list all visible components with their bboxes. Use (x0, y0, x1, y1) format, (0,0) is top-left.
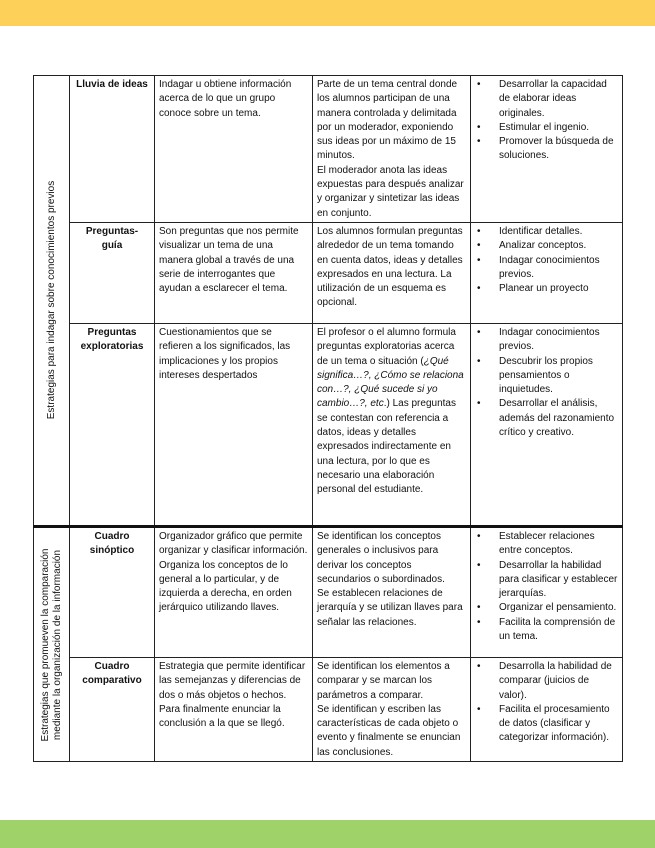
list-item: • Identificar detalles. (499, 225, 618, 239)
table-row (34, 526, 623, 657)
table-row (34, 323, 623, 526)
list-item: • Facilita el procesamiento de datos (clasificar y categorizar información). (499, 703, 618, 746)
strategy-characteristics: Los alumnos formulan preguntas alrededor de un tema tomando en cuenta datos, ideas y detalles expresados en una lectura. La utilización de un esquema es opcional. (313, 222, 471, 323)
strategy-name: Preguntas exploratorias (70, 323, 155, 526)
list-item: • Planear un proyecto (499, 282, 618, 296)
strategy-definition: Indagar u obtiene información acerca de lo que un grupo conoce sobre un tema. (155, 76, 313, 223)
group-label-cell (34, 526, 70, 761)
list-item: • Analizar conceptos. (499, 239, 618, 253)
table-row (34, 222, 623, 323)
strategy-definition: Organizador gráfico que permite organizar y clasificar información. Organiza los conceptos de lo general a lo particular, y de izquierda a derecha, en orden jerárquico utilizando llaves. (155, 526, 313, 657)
strategy-name: Lluvia de ideas (70, 76, 155, 223)
table-row (34, 76, 623, 223)
strategy-definition: Son preguntas que nos permite visualizar un tema de una manera global a través de una serie de interrogantes que ayudan a esclarecer el tema. (155, 222, 313, 323)
purpose-list (475, 530, 618, 644)
list-item: • Desarrolla la habilidad de comparar (juicios de valor). (499, 660, 618, 703)
list-item: • Estimular el ingenio. (499, 121, 618, 135)
list-item: • Organizar el pensamiento. (499, 601, 618, 615)
list-item: • Descubrir los propios pensamientos o inquietudes. (499, 355, 618, 398)
strategy-characteristics: Parte de un tema central donde los alumnos participan de una manera controlada y delimitada por un moderador, exponiendo sus ideas por un máximo de 15 minutos. El moderador anota las ideas expuestas para después analizar y organizar y sintetizar las ideas en conjunto. (313, 76, 471, 223)
top-color-band (0, 0, 655, 26)
strategy-purposes (471, 323, 623, 526)
strategy-characteristics: Se identifican los conceptos generales o inclusivos para derivar los conceptos secundarios o subordinados. Se establecen relaciones de jerarquía y se utilizan llaves para señalar las relaciones. (313, 526, 471, 657)
list-item: • Desarrollar la capacidad de elaborar ideas originales. (499, 78, 618, 121)
group-label-cell (34, 76, 70, 527)
list-item: • Establecer relaciones entre conceptos. (499, 530, 618, 559)
list-item: • Desarrollar el análisis, además del razonamiento crítico y creativo. (499, 397, 618, 440)
list-item: • Indagar conocimientos previos. (499, 254, 618, 283)
strategy-purposes (471, 657, 623, 761)
bottom-color-band (0, 820, 655, 848)
strategy-definition: Cuestionamientos que se refieren a los significados, las implicaciones y los propios intereses despertados (155, 323, 313, 526)
list-item: • Indagar conocimientos previos. (499, 326, 618, 355)
purpose-list (475, 326, 618, 440)
strategy-purposes (471, 222, 623, 323)
list-item: • Desarrollar la habilidad para clasificar y establecer jerarquías. (499, 559, 618, 602)
table-row (34, 657, 623, 761)
strategy-purposes (471, 76, 623, 223)
purpose-list (475, 78, 618, 164)
group-label: Estrategias que promueven la comparación mediante la organización de la información (39, 548, 63, 741)
list-item: • Facilita la comprensión de un tema. (499, 616, 618, 645)
strategy-definition: Estrategia que permite identificar las semejanzas y diferencias de dos o más objetos o hechos. Para finalmente enunciar la conclusión a la que se llegó. (155, 657, 313, 761)
strategy-name: Cuadro comparativo (70, 657, 155, 761)
strategy-characteristics: Se identifican los elementos a comparar y se marcan los parámetros a comparar. Se identifican y escriben las características de cada objeto o evento y finalmente se enuncian las conclusiones. (313, 657, 471, 761)
strategy-characteristics (313, 323, 471, 526)
strategy-name: Preguntas- guía (70, 222, 155, 323)
purpose-list (475, 225, 618, 296)
list-item: • Promover la búsqueda de soluciones. (499, 135, 618, 164)
strategies-table (33, 75, 623, 762)
purpose-list (475, 660, 618, 746)
strategy-purposes (471, 526, 623, 657)
characteristics-text: El profesor o el alumno formula preguntas exploratorias acerca de un tema o situación (¿Qué significa…?, ¿Cómo se relaciona con…?, ¿Qué sucede si yo cambio…?, etc.) Las preguntas se contestan con referencia a datos, ideas y detalles expresados indirectamente en una lectura, por lo que es necesario una elaboración personal del estudiante. (317, 326, 464, 496)
group-label: Estrategias para indagar sobre conocimientos previos (45, 181, 57, 420)
strategy-name: Cuadro sinóptico (70, 526, 155, 657)
